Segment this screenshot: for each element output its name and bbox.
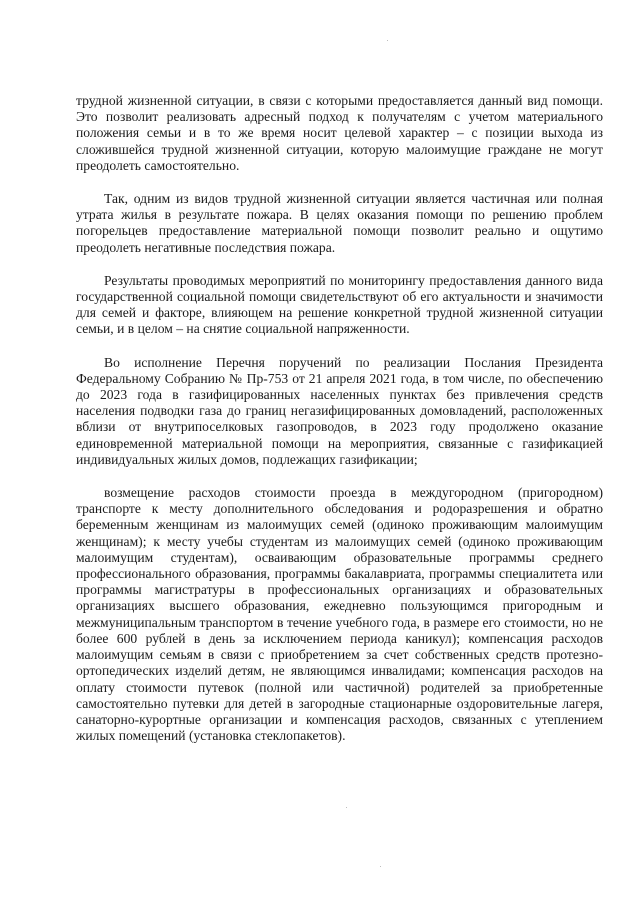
paragraph-2: Так, одним из видов трудной жизненной ситуации является частичная или полная утрата жилья в результате пожара. В целях оказания помощи по решению проблем погорельцев предоставление материальной помощи позволит реально и ощутимо преодолеть негативные последствия пожара. — [76, 191, 603, 255]
paragraph-4: Во исполнение Перечня поручений по реализации Послания Президента Федеральному Собранию № Пр-753 от 21 апреля 2021 года, в том числе, по обеспечению до 2023 года в газифицированных населенных пунктах без привлечения средств населения подводки газа до границ негазифицированных домовладений, расположенных вблизи от внутрипоселковых газопроводов, в 2023 году продолжено оказание единовременной материальной помощи на мероприятия, связанные с газификацией индивидуальных жилых домов, подлежащих газификации; — [76, 354, 603, 467]
scan-speck — [387, 40, 388, 41]
paragraph-1: трудной жизненной ситуации, в связи с которыми предоставляется данный вид помощи. Это позволит реализовать адресный подход к получателям с учетом материального положения семьи и в то же время носит целевой характер – с позиции выхода из сложившейся трудной жизненной ситуации, которую малоимущие граждане не могут преодолеть самостоятельно. — [76, 93, 603, 173]
document-body — [76, 93, 603, 744]
paragraph-3: Результаты проводимых мероприятий по мониторингу предоставления данного вида государственной социальной помощи свидетельствуют об его актуальности и значимости для семей и факторе, влияющем на решение конкретной трудной жизненной ситуации семьи, и в целом – на снятие социальной напряженности. — [76, 272, 603, 337]
scan-speck — [380, 866, 381, 867]
scan-speck — [346, 807, 347, 808]
paragraph-5: возмещение расходов стоимости проезда в междугородном (пригородном) транспорте к месту дополнительного обследования и родоразрешения и обратно беременным женщинам из малоимущих семей (одиноко проживающим малоимущим женщинам); к месту учебы студентам из малоимущих семей (одиноко проживающим малоимущим студентам), осваивающим образовательные программы среднего профессионального образования, программы бакалавриата, программы специалитета или программы магистратуры в профессиональных организациях и образовательных организациях высшего образования, ежедневно пользующимся пригородным и межмуниципальным транспортом в течение учебного года, в размере его стоимости, но не более 600 рублей в день за исключением периода каникул); компенсация расходов малоимущим семьям в связи с приобретением за счет собственных средств протезно-ортопедических изделий детям, не являющимся инвалидами; компенсация расходов на оплату стоимости путевок (полной или частичной) родителей за приобретенные самостоятельно путевки для детей в загородные стационарные оздоровительные лагеря, санаторно-курортные организации и компенсация расходов, связанных с утеплением жилых помещений (установка стеклопакетов). — [76, 485, 603, 744]
